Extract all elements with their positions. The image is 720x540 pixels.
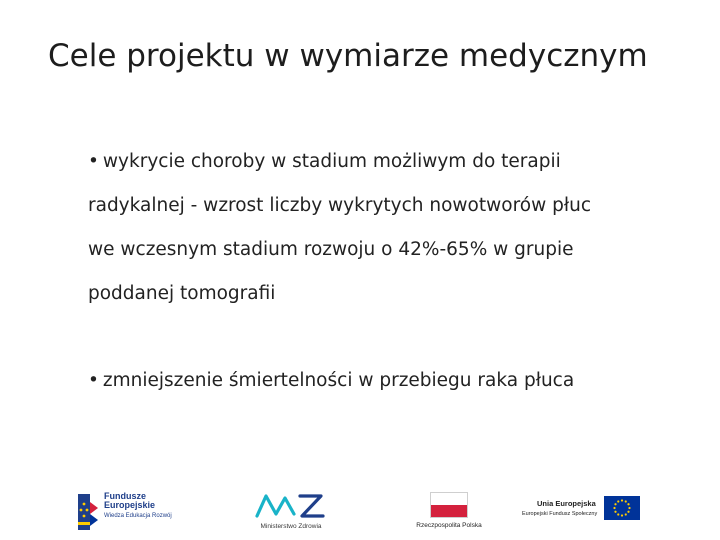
ministry-of-health-mark-icon [254, 490, 326, 520]
bullet-line [88, 359, 688, 403]
european-union-text [522, 498, 602, 519]
bullet-dot: • [88, 370, 99, 391]
funds-europe-name-line2: Europejskie [104, 500, 156, 510]
ministry-of-health-logo [252, 490, 330, 536]
european-union-logo [522, 496, 642, 526]
bullet-text: wykrycie choroby w stadium możliwym do terapii [102, 151, 561, 172]
footer-logos [0, 484, 720, 540]
funds-europe-mark-icon [76, 492, 100, 532]
bullet-line: radykalnej - wzrost liczby wykrytych nowotworów płuc [88, 195, 591, 216]
slide-body [88, 140, 688, 403]
republic-of-poland-label: Rzeczpospolita Polska [416, 522, 482, 529]
ministry-of-health-label: Ministerstwo Zdrowia [260, 523, 322, 530]
bullet-line: poddanej tomografii [88, 283, 276, 304]
bullet-line [88, 140, 688, 184]
funds-europe-program: Wiedza Edukacja Rozwój [104, 513, 172, 519]
funds-europe-text [104, 492, 172, 522]
funds-europe-logo [76, 492, 216, 536]
european-union-fund: Europejski Fundusz Społeczny [522, 511, 598, 517]
bullet-line: we wczesnym stadium rozwoju o 42%-65% w grupie [88, 239, 574, 260]
bullet-item [88, 359, 688, 403]
poland-flag-icon [430, 492, 468, 518]
european-union-name: Unia Europejska [537, 499, 596, 508]
eu-flag-icon [604, 496, 640, 520]
funds-europe-name-line1: Fundusze [104, 491, 146, 501]
republic-of-poland-logo [406, 492, 492, 536]
bullet-text: zmniejszenie śmiertelności w przebiegu raka płuca [102, 370, 575, 391]
slide-title: Cele projektu w wymiarze medycznym [48, 38, 648, 74]
bullet-dot: • [88, 151, 99, 172]
bullet-item [88, 140, 688, 316]
